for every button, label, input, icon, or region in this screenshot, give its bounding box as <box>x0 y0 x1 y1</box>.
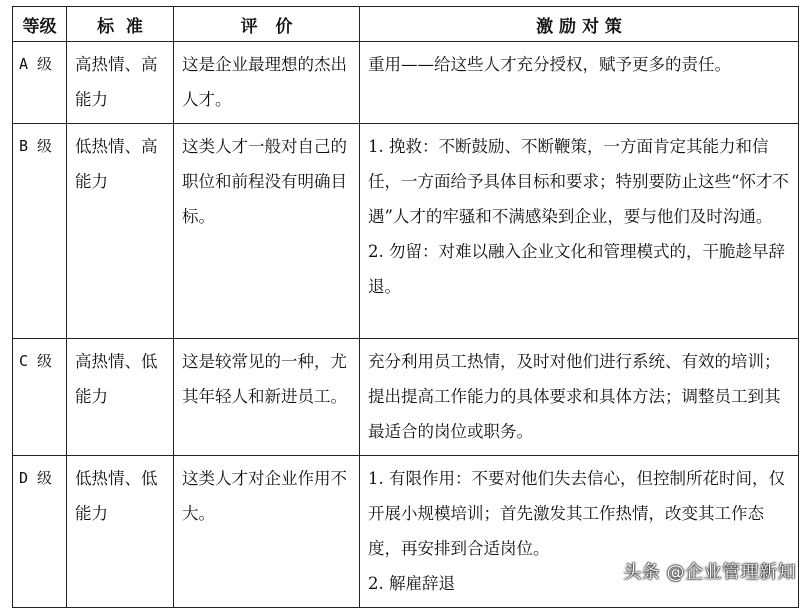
header-grade: 等级 <box>13 7 67 42</box>
strategy-cell <box>360 124 799 339</box>
strategy-paragraph: 2. 勿留：对难以融入企业文化和管理模式的，干脆趁早辞退。 <box>368 242 785 296</box>
talent-grading-table <box>12 6 799 608</box>
strategy-cell <box>360 339 799 456</box>
watermark: 头条 @企业管理新知 <box>623 562 796 583</box>
standard-cell: 低热情、低能力 <box>67 456 174 608</box>
table-row <box>13 339 799 456</box>
evaluation-cell: 这类人才一般对自己的职位和前程没有明确目标。 <box>174 124 360 339</box>
grade-cell: B 级 <box>13 124 67 339</box>
header-standard: 标 准 <box>67 7 174 42</box>
strategy-cell <box>360 42 799 124</box>
evaluation-cell: 这类人才对企业作用不大。 <box>174 456 360 608</box>
standard-cell: 高热情、高能力 <box>67 42 174 124</box>
grade-cell: C 级 <box>13 339 67 456</box>
header-strategy: 激 励 对 策 <box>360 7 799 42</box>
header-row <box>13 7 799 42</box>
table-row <box>13 456 799 608</box>
strategy-paragraph: 1. 有限作用：不要对他们失去信心，但控制所花时间，仅开展小规模培训；首先激发其工作热情，改变其工作态度，再安排到合适岗位。 <box>368 469 785 558</box>
table-row <box>13 124 799 339</box>
strategy-paragraph: 充分利用员工热情，及时对他们进行系统、有效的培训；提出提高工作能力的具体要求和具体方法；调整员工到其最适合的岗位或职务。 <box>368 352 781 441</box>
strategy-paragraph: 重用——给这些人才充分授权，赋予更多的责任。 <box>368 55 731 74</box>
strategy-paragraph: 1. 挽救：不断鼓励、不断鞭策，一方面肯定其能力和信任，一方面给予具体目标和要求；特别要防止这些“怀才不遇”人才的牢骚和不满感染到企业，要与他们及时沟通。 <box>368 137 789 226</box>
standard-cell: 低热情、高能力 <box>67 124 174 339</box>
grade-cell: D 级 <box>13 456 67 608</box>
strategy-paragraph: 2. 解雇辞退 <box>368 574 455 593</box>
grade-cell: A 级 <box>13 42 67 124</box>
evaluation-cell: 这是企业最理想的杰出人才。 <box>174 42 360 124</box>
table-row <box>13 42 799 124</box>
evaluation-cell: 这是较常见的一种，尤其年轻人和新进员工。 <box>174 339 360 456</box>
header-evaluation: 评 价 <box>174 7 360 42</box>
strategy-cell <box>360 456 799 608</box>
standard-cell: 高热情、低能力 <box>67 339 174 456</box>
